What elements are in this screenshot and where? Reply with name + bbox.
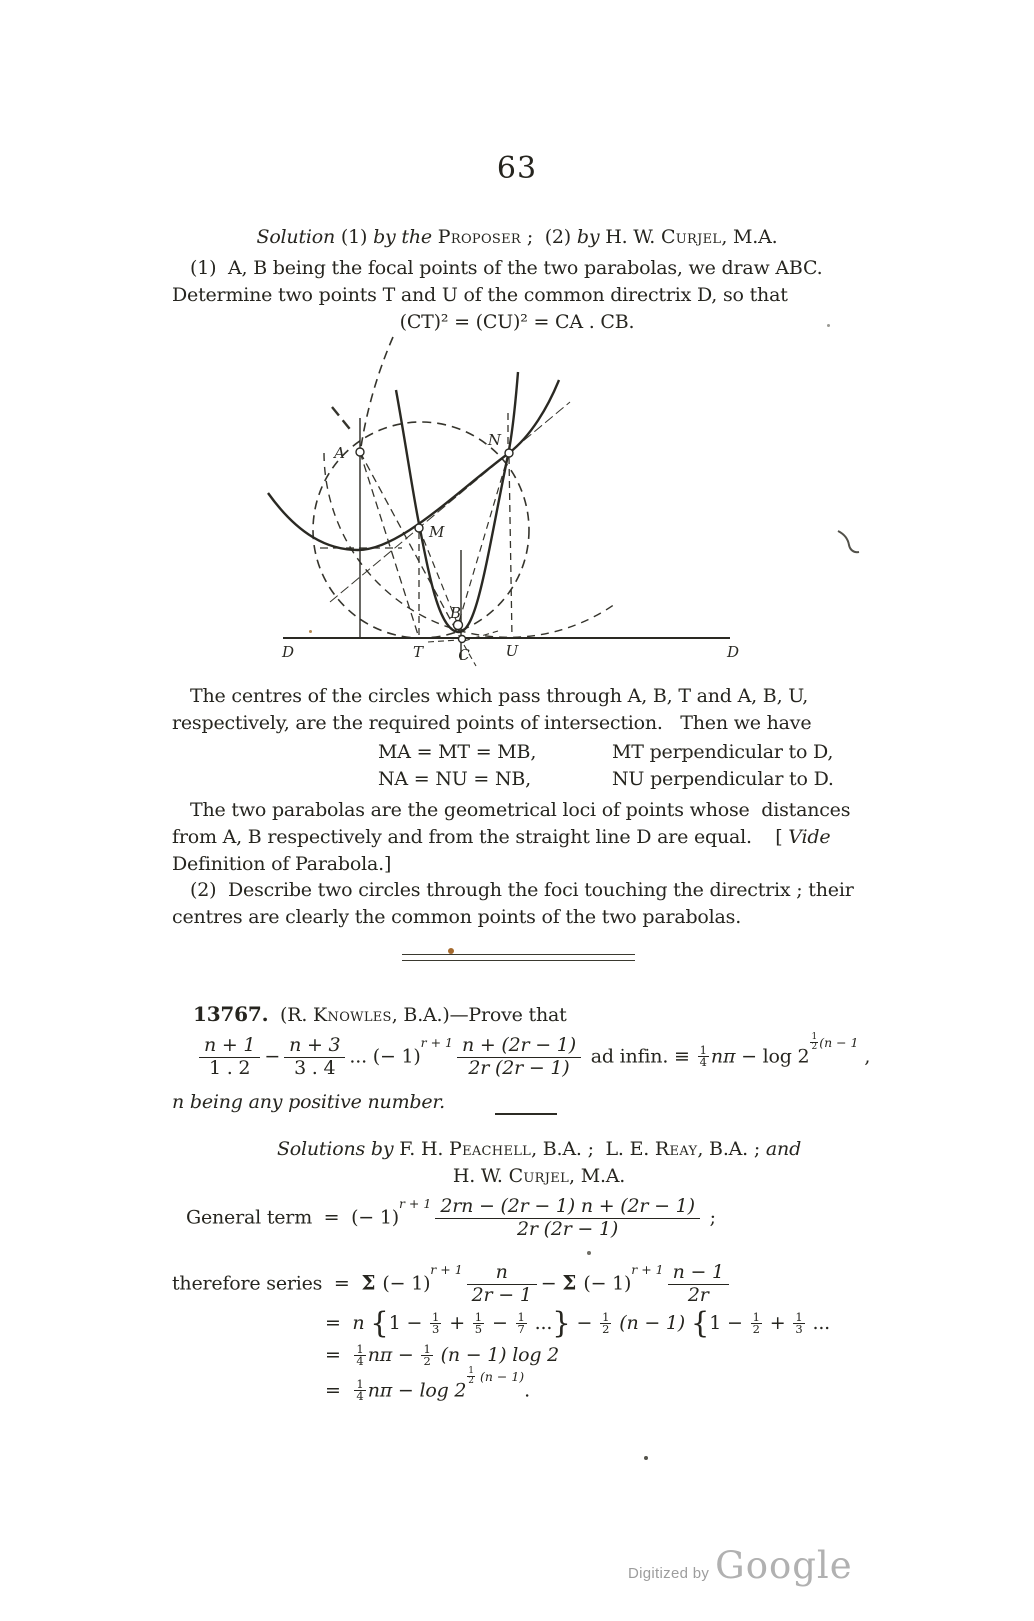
para3-line2: from A, B respectively and from the straight line D are equal. [ Vide — [172, 826, 831, 848]
short-separator-rule — [495, 1113, 557, 1115]
derivation-line2: = $\frac{1}{4}$ nπ − $\frac{1}{2}$ (n − 1) log 2 — [325, 1341, 560, 1368]
digitized-watermark — [628, 1544, 853, 1587]
speck-artifact-3 — [644, 1456, 648, 1460]
open-brace-1: { — [370, 1306, 389, 1340]
exponent-r1: r + 1 — [420, 1035, 453, 1051]
ink-squiggle-artifact — [838, 531, 859, 552]
general-term-fraction: $\frac{2rn - (2r - 1) n + (2r - 1)}{2r (2r - 1)}$ — [435, 1196, 699, 1241]
fraction-1: $\frac{n + 1}{1 . 2}$ — [199, 1035, 260, 1080]
solution-word: Solution — [256, 226, 336, 248]
speck-artifact-2 — [587, 1251, 591, 1255]
para2-line2: respectively, are the required points of intersection. Then we have — [172, 712, 812, 734]
close-brace-1: } — [552, 1306, 571, 1340]
google-logo-text: Google — [715, 1544, 853, 1587]
proposer-name: Proposer — [437, 226, 521, 248]
label-a: A — [334, 444, 345, 462]
label-m: M — [429, 523, 445, 541]
series-fraction-2: $\frac{n - 1}{2r}$ — [668, 1262, 729, 1307]
curjel-name: Curjel — [660, 226, 722, 248]
circle-abu-arc — [324, 453, 615, 637]
label-u: U — [505, 642, 519, 660]
tangent-line-mn — [330, 402, 570, 602]
derivation-line1: = n {1 − $\frac{1}{3}$ + $\frac{1}{5}$ − $\frac{1}{7}$ ...} − $\frac{1}{2}$ (n − 1) {1 − $\frac{1}{2}$ + $\frac{1}{3}$ ... — [325, 1306, 830, 1340]
label-n: N — [487, 431, 501, 449]
series-line: therefore series = Σ (− 1)$^{r + 1}$ $\frac{n}{2r - 1}$ − Σ (− 1)$^{r + 1}$ $\frac{n - 1}{2r}$ — [172, 1262, 733, 1307]
point-m — [415, 524, 423, 532]
section-separator-rule — [402, 954, 635, 961]
para3-line1: The two parabolas are the geometrical loci of points whose distances — [190, 799, 851, 821]
para1-line1: (1) A, B being the focal points of the two parabolas, we draw ABC. — [190, 257, 823, 279]
label-t: T — [412, 643, 424, 661]
figure-construction-dashed — [313, 337, 615, 666]
para2-line1: The centres of the circles which pass through A, B, T and A, B, U, — [190, 685, 809, 707]
vide-word: Vide — [788, 826, 831, 848]
point-a — [356, 448, 364, 456]
para1-line2: Determine two points T and U of the common directrix D, so that — [172, 284, 788, 306]
page-number: 63 — [496, 151, 538, 186]
exponent-half-n1: 1 2 (n − 1 — [811, 1032, 859, 1053]
label-d-right: D — [726, 643, 740, 661]
eq-row-mt-perp: MT perpendicular to D, — [612, 741, 834, 763]
open-brace-2: { — [690, 1306, 710, 1340]
label-d-left: D — [281, 643, 295, 661]
fraction-general: $\frac{n + (2r - 1)}{2r (2r - 1)}$ — [457, 1035, 581, 1080]
para4-line2: centres are clearly the common points of the two parabolas. — [172, 906, 742, 928]
digitized-by-text: Digitized by — [628, 1565, 710, 1582]
fraction-2: $\frac{n + 3}{3 . 4}$ — [284, 1035, 345, 1080]
arc-above-a — [361, 337, 393, 447]
exponent-half-n1-final: 1 2 (n − 1) — [468, 1366, 525, 1386]
ink-dot-artifact — [448, 948, 454, 954]
derivation-line3: = $\frac{1}{4}$ nπ − log 2 $^{\frac{1}{2} (n - 1)}$. — [325, 1366, 530, 1404]
eq-row-ma: MA = MT = MB, — [378, 741, 537, 763]
point-c — [459, 636, 466, 643]
speck-artifact-4 — [309, 630, 312, 633]
problem-note: n being any positive number. — [172, 1091, 446, 1113]
equation-ct-cu: (CT)² = (CU)² = CA . CB. — [399, 311, 635, 333]
knowles-name: Knowles — [313, 1004, 392, 1026]
general-term-line: General term = (− 1)$^{r + 1}$ $\frac{2rn - (2r - 1) n + (2r - 1)}{2r (2r - 1)}$ ; — [186, 1195, 716, 1240]
upper-left-dash — [332, 407, 353, 433]
label-c: C — [458, 646, 470, 664]
speck-artifact-1 — [827, 324, 830, 327]
narrow-parabola — [396, 372, 518, 632]
sigma-2: Σ — [562, 1270, 584, 1295]
parabola-figure — [250, 335, 870, 670]
series-fraction-1: $\frac{n}{2r - 1}$ — [467, 1262, 537, 1307]
point-n — [505, 449, 513, 457]
quarter-fraction: $\frac{1}{4}$ — [699, 1042, 707, 1070]
problem-formula: $\frac{n + 1}{1 . 2}$ − $\frac{n + 3}{3 . 4}$ ... (− 1)$^{r + 1}$ $\frac{n + (2r - 1)}{2r (2r - 1)}$ ad infin. ≡ $\frac{1}{4}$ nπ − log 2 $^{\frac{1}{2} (n - 1}$ , — [195, 1035, 870, 1080]
sigma-1: Σ — [361, 1270, 383, 1295]
solutions-header-line1: Solutions by F. H. Peachell, B.A. ; L. E. Reay, B.A. ; and — [276, 1138, 802, 1160]
label-b: B — [450, 604, 462, 622]
problem-number: 13767. — [193, 1002, 269, 1026]
eq-row-na: NA = NU = NB, — [378, 768, 532, 790]
eq-row-nu-perp: NU perpendicular to D. — [612, 768, 834, 790]
peachell-name: Peachell — [449, 1138, 532, 1160]
reay-name: Reay — [654, 1138, 698, 1160]
solution-header: Solution (1) by the Proposer ; (2) by H. W. Curjel, M.A. — [256, 226, 778, 248]
curjel-name-2: Curjel — [508, 1165, 570, 1187]
para3-line3: Definition of Parabola.] — [172, 853, 392, 875]
solutions-header-line2: H. W. Curjel, M.A. — [452, 1165, 626, 1187]
radius-n-b — [458, 453, 509, 625]
para4-line1: (2) Describe two circles through the foci touching the directrix ; their — [190, 879, 854, 901]
problem-heading: 13767. (R. Knowles, B.A.)—Prove that — [193, 1002, 567, 1026]
